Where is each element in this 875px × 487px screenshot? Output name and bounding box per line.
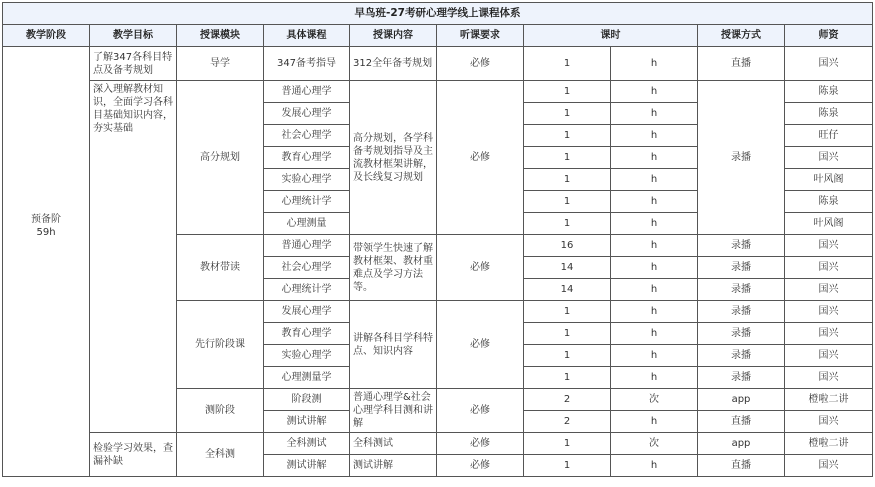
content-cell: 普通心理学&社会心理学科目测和讲解 <box>350 389 437 433</box>
course-cell: 心理测量学 <box>264 367 350 389</box>
module-cell: 教材带读 <box>177 235 264 301</box>
content-cell: 带领学生快速了解教材框架、教材重难点及学习方法等。 <box>350 235 437 301</box>
unit-cell: h <box>611 345 698 367</box>
teacher-cell: 叶风阁 <box>785 213 873 235</box>
header-hours: 课时 <box>524 25 698 47</box>
unit-cell: h <box>611 235 698 257</box>
method-cell: app <box>698 389 785 411</box>
module-cell: 全科测 <box>177 433 264 477</box>
course-cell: 普通心理学 <box>264 81 350 103</box>
course-cell: 测试讲解 <box>264 455 350 477</box>
content-cell: 312全年备考规划 <box>350 47 437 81</box>
method-cell: 录播 <box>698 323 785 345</box>
unit-cell: h <box>611 411 698 433</box>
method-cell: 录播 <box>698 279 785 301</box>
teacher-cell: 陈泉 <box>785 103 873 125</box>
teacher-cell: 叶风阁 <box>785 169 873 191</box>
teacher-cell: 国兴 <box>785 411 873 433</box>
course-cell: 教育心理学 <box>264 147 350 169</box>
table-body <box>3 47 873 477</box>
teacher-cell: 旺仔 <box>785 125 873 147</box>
course-cell: 普通心理学 <box>264 235 350 257</box>
hours-cell: 1 <box>524 125 611 147</box>
course-cell: 心理统计学 <box>264 191 350 213</box>
method-cell: 直播 <box>698 47 785 81</box>
header-requirement: 听课要求 <box>437 25 524 47</box>
course-cell: 心理测量 <box>264 213 350 235</box>
header-module: 授课模块 <box>177 25 264 47</box>
requirement-cell: 必修 <box>437 47 524 81</box>
method-cell: 直播 <box>698 411 785 433</box>
teacher-cell: 国兴 <box>785 367 873 389</box>
teacher-cell: 国兴 <box>785 455 873 477</box>
hours-cell: 16 <box>524 235 611 257</box>
course-cell: 社会心理学 <box>264 257 350 279</box>
teacher-cell: 国兴 <box>785 323 873 345</box>
unit-cell: 次 <box>611 389 698 411</box>
course-cell: 测试讲解 <box>264 411 350 433</box>
table-row <box>3 433 873 455</box>
header-content: 授课内容 <box>350 25 437 47</box>
unit-cell: h <box>611 81 698 103</box>
teacher-cell: 国兴 <box>785 279 873 301</box>
requirement-cell: 必修 <box>437 389 524 433</box>
unit-cell: h <box>611 455 698 477</box>
method-cell: 录播 <box>698 81 785 235</box>
method-cell: 录播 <box>698 367 785 389</box>
unit-cell: h <box>611 147 698 169</box>
hours-cell: 2 <box>524 411 611 433</box>
hours-cell: 1 <box>524 47 611 81</box>
course-table <box>2 2 873 477</box>
header-teacher: 师资 <box>785 25 873 47</box>
teacher-cell: 陈泉 <box>785 81 873 103</box>
teacher-cell: 国兴 <box>785 47 873 81</box>
module-cell: 导学 <box>177 47 264 81</box>
unit-cell: 次 <box>611 433 698 455</box>
teacher-cell: 橙啦二讲 <box>785 389 873 411</box>
goal-cell: 深入理解教材知识，全面学习各科目基础知识内容，夯实基础 <box>90 81 177 433</box>
requirement-cell: 必修 <box>437 235 524 301</box>
teacher-cell: 橙啦二讲 <box>785 433 873 455</box>
hours-cell: 14 <box>524 279 611 301</box>
teacher-cell: 国兴 <box>785 257 873 279</box>
teacher-cell: 陈泉 <box>785 191 873 213</box>
unit-cell: h <box>611 301 698 323</box>
table-row <box>3 81 873 103</box>
method-cell: 录播 <box>698 235 785 257</box>
content-cell: 讲解各科目学科特点、知识内容 <box>350 301 437 389</box>
unit-cell: h <box>611 169 698 191</box>
hours-cell: 1 <box>524 345 611 367</box>
teacher-cell: 国兴 <box>785 235 873 257</box>
hours-cell: 1 <box>524 169 611 191</box>
teacher-cell: 国兴 <box>785 147 873 169</box>
course-cell: 心理统计学 <box>264 279 350 301</box>
course-cell: 阶段测 <box>264 389 350 411</box>
hours-cell: 1 <box>524 213 611 235</box>
header-stage: 教学阶段 <box>3 25 90 47</box>
unit-cell: h <box>611 279 698 301</box>
header-goal: 教学目标 <box>90 25 177 47</box>
hours-cell: 1 <box>524 191 611 213</box>
teacher-cell: 国兴 <box>785 345 873 367</box>
hours-cell: 1 <box>524 81 611 103</box>
hours-cell: 1 <box>524 323 611 345</box>
course-cell: 347备考指导 <box>264 47 350 81</box>
method-cell: 录播 <box>698 301 785 323</box>
course-cell: 发展心理学 <box>264 103 350 125</box>
requirement-cell: 必修 <box>437 81 524 235</box>
method-cell: 直播 <box>698 455 785 477</box>
course-cell: 实验心理学 <box>264 169 350 191</box>
hours-cell: 1 <box>524 301 611 323</box>
hours-cell: 1 <box>524 433 611 455</box>
content-cell: 全科测试 <box>350 433 437 455</box>
module-cell: 先行阶段课 <box>177 301 264 389</box>
requirement-cell: 必修 <box>437 433 524 455</box>
method-cell: app <box>698 433 785 455</box>
unit-cell: h <box>611 103 698 125</box>
unit-cell: h <box>611 367 698 389</box>
unit-cell: h <box>611 257 698 279</box>
goal-cell: 了解347各科目特点及备考规划 <box>90 47 177 81</box>
stage-cell: 预备阶 59h <box>3 47 90 477</box>
unit-cell: h <box>611 323 698 345</box>
course-cell: 实验心理学 <box>264 345 350 367</box>
hours-cell: 14 <box>524 257 611 279</box>
content-cell: 测试讲解 <box>350 455 437 477</box>
unit-cell: h <box>611 213 698 235</box>
goal-cell: 检验学习效果，查漏补缺 <box>90 433 177 477</box>
table-title: 早鸟班-27考研心理学线上课程体系 <box>3 3 873 25</box>
requirement-cell: 必修 <box>437 301 524 389</box>
hours-cell: 1 <box>524 367 611 389</box>
course-cell: 教育心理学 <box>264 323 350 345</box>
course-cell: 发展心理学 <box>264 301 350 323</box>
hours-cell: 1 <box>524 455 611 477</box>
hours-cell: 1 <box>524 147 611 169</box>
course-cell: 全科测试 <box>264 433 350 455</box>
table-row <box>3 47 873 81</box>
module-cell: 高分规划 <box>177 81 264 235</box>
unit-cell: h <box>611 125 698 147</box>
module-cell: 测阶段 <box>177 389 264 433</box>
hours-cell: 2 <box>524 389 611 411</box>
header-method: 授课方式 <box>698 25 785 47</box>
method-cell: 录播 <box>698 257 785 279</box>
hours-cell: 1 <box>524 103 611 125</box>
content-cell: 高分规划，各学科备考规划指导及主流教材框架讲解，及长线复习规划 <box>350 81 437 235</box>
method-cell: 录播 <box>698 345 785 367</box>
unit-cell: h <box>611 47 698 81</box>
course-cell: 社会心理学 <box>264 125 350 147</box>
unit-cell: h <box>611 191 698 213</box>
teacher-cell: 国兴 <box>785 301 873 323</box>
requirement-cell: 必修 <box>437 455 524 477</box>
header-course: 具体课程 <box>264 25 350 47</box>
